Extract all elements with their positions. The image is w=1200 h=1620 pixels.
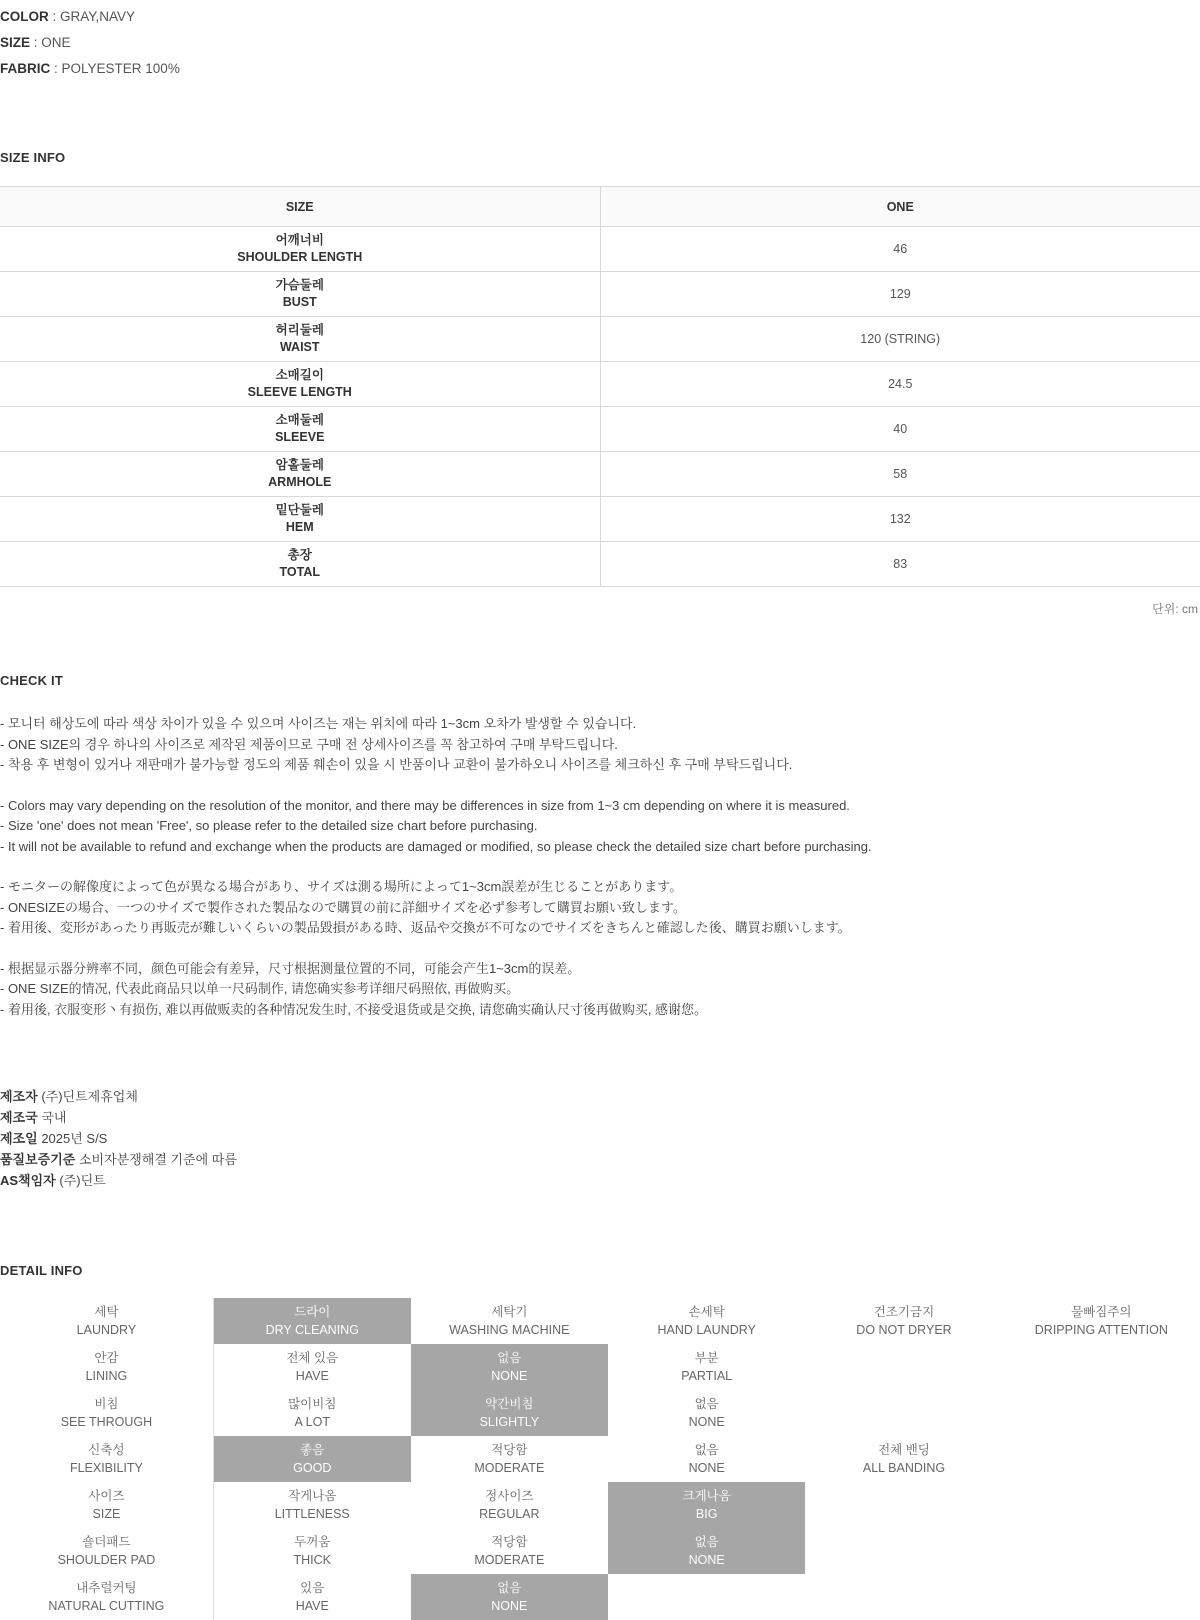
maker-key-country: 제조국: [0, 1110, 38, 1125]
size-row-value-hem: 132: [600, 497, 1200, 542]
detail-option-en: HAVE: [295, 1599, 329, 1613]
maker-key-manufacturer: 제조자: [0, 1089, 38, 1104]
size-row-value-waist: 120 (STRING): [600, 317, 1200, 362]
detail-option-kr: 없음: [694, 1397, 719, 1411]
detail-option-dry-cleaning[interactable]: [213, 1298, 410, 1344]
size-row-label-armhole: [0, 452, 600, 497]
detail-option-flexibility-good[interactable]: [213, 1436, 410, 1482]
check-it-title: CHECK IT: [0, 673, 63, 688]
detail-option-empty: [805, 1482, 1002, 1528]
note-ko-2: - ONE SIZE의 경우 하나의 사이즈로 제작된 제품이므로 구매 전 상세사이즈를 꼭 참고하여 구매 부탁드립니다.: [0, 736, 618, 752]
detail-option-size-regular[interactable]: [411, 1482, 608, 1528]
note-ko-1: - 모니터 해상도에 따라 색상 차이가 있을 수 있으며 사이즈는 재는 위치에 따라 1~3cm 오차가 발생할 수 있습니다.: [0, 716, 637, 731]
detail-option-empty: [805, 1344, 1002, 1390]
note-ja-3: - 着用後、変形があったり再販売が難しいくらいの製品毀損がある時、返品や交換が不可なのでサイズをきちんと確認した後、購買お願いします。: [0, 920, 851, 935]
note-spacer: [0, 776, 1200, 796]
detail-option-en: DRY CLEANING: [265, 1323, 359, 1337]
size-row-value-sleeve-length: 24.5: [600, 362, 1200, 407]
detail-option-kr: 많이비침: [288, 1397, 337, 1411]
table-row: [0, 272, 1200, 317]
detail-option-see-through-a-lot[interactable]: [213, 1390, 410, 1436]
detail-option-kr: 물빠짐주의: [1071, 1305, 1132, 1319]
detail-option-hand-laundry[interactable]: [608, 1298, 805, 1344]
size-unit-note: 단위: cm: [1152, 602, 1198, 616]
size-row-label-en: SHOULDER LENGTH: [237, 250, 363, 264]
detail-option-kr: 세탁기: [491, 1305, 528, 1319]
detail-option-flexibility-all-banding[interactable]: [805, 1436, 1002, 1482]
detail-option-kr: 없음: [497, 1581, 522, 1595]
detail-option-shoulder-pad-thick[interactable]: [213, 1528, 410, 1574]
note-en-2: - Size 'one' does not mean 'Free', so please refer to the detailed size chart before purchasing.: [0, 818, 538, 833]
detail-option-see-through-slightly[interactable]: [411, 1390, 608, 1436]
size-row-label-bust: [0, 272, 600, 317]
maker-value-manufacturer: (주)딘트제휴업체: [41, 1089, 138, 1104]
spec-line-fabric: [0, 56, 1200, 82]
detail-option-lining-partial[interactable]: [608, 1344, 805, 1390]
detail-option-kr: 전체 있음: [286, 1351, 339, 1365]
table-row: [0, 542, 1200, 587]
size-row-label-kr: 암홀둘레: [275, 458, 324, 472]
maker-line-country: [0, 1107, 1200, 1128]
maker-line-warranty: [0, 1149, 1200, 1170]
detail-label-en: LAUNDRY: [76, 1323, 137, 1337]
size-row-label-kr: 밑단둘레: [275, 503, 324, 517]
detail-label-kr: 내추럴커팅: [76, 1581, 137, 1595]
detail-option-do-not-dryer[interactable]: [805, 1298, 1002, 1344]
detail-option-lining-have[interactable]: [213, 1344, 410, 1390]
detail-option-en: LITTLENESS: [274, 1507, 350, 1521]
spec-key-fabric: FABRIC: [0, 61, 51, 76]
size-table-body: [0, 227, 1200, 587]
detail-option-size-big[interactable]: [608, 1482, 805, 1528]
detail-label-kr: 사이즈: [88, 1489, 125, 1503]
note-en-1: - Colors may vary depending on the resolution of the monitor, and there may be differences in size from 1~3 cm depending on where it is measured.: [0, 797, 850, 813]
detail-option-en: GOOD: [293, 1461, 332, 1475]
size-info-table: [0, 186, 1200, 587]
size-row-value-sleeve: 40: [600, 407, 1200, 452]
maker-value-as: (주)딘트: [59, 1173, 106, 1188]
detail-row-see-through: [0, 1390, 1200, 1436]
detail-info-title: DETAIL INFO: [0, 1263, 83, 1278]
detail-option-empty: [1003, 1574, 1200, 1620]
detail-option-en: NONE: [491, 1599, 528, 1613]
detail-label-kr: 세탁: [94, 1305, 119, 1319]
detail-option-en: MODERATE: [474, 1461, 545, 1475]
detail-label-lining: [0, 1344, 213, 1390]
detail-option-en: NONE: [491, 1369, 528, 1383]
detail-label-kr: 비침: [94, 1397, 119, 1411]
size-row-value-bust: 129: [600, 272, 1200, 317]
maker-line-date: [0, 1128, 1200, 1149]
product-spec-list: [0, 0, 1200, 82]
detail-option-kr: 정사이즈: [485, 1489, 534, 1503]
note-en-3: - It will not be available to refund and exchange when the products are damaged or modified, so please check the detailed size chart before purchasing.: [0, 838, 872, 854]
maker-key-date: 제조일: [0, 1131, 38, 1146]
detail-option-kr: 부분: [694, 1351, 719, 1365]
size-row-label-shoulder: [0, 227, 600, 272]
size-row-value-armhole: 58: [600, 452, 1200, 497]
table-row: [0, 317, 1200, 362]
size-row-label-hem: [0, 497, 600, 542]
detail-option-natural-cutting-none[interactable]: [411, 1574, 608, 1620]
detail-option-en: SLIGHTLY: [479, 1415, 540, 1429]
detail-option-en: NONE: [688, 1461, 725, 1475]
spec-value-fabric: : POLYESTER 100%: [54, 61, 180, 76]
detail-option-en: HAVE: [295, 1369, 329, 1383]
maker-line-manufacturer: [0, 1086, 1200, 1107]
detail-option-kr: 없음: [694, 1535, 719, 1549]
detail-option-empty: [1003, 1344, 1200, 1390]
size-table-header-value: ONE: [600, 187, 1200, 227]
detail-label-en: FLEXIBILITY: [69, 1461, 143, 1475]
detail-label-see-through: [0, 1390, 213, 1436]
detail-option-kr: 두꺼움: [294, 1535, 331, 1549]
size-row-label-en: WAIST: [279, 340, 320, 354]
size-row-label-kr: 소매둘레: [275, 413, 324, 427]
detail-label-kr: 신축성: [88, 1443, 125, 1457]
detail-option-kr: 없음: [497, 1351, 522, 1365]
note-zh-2: - ONE SIZE的情况, 代表此商品只以单一尺码制作, 请您确实参考详细尺码照依, 再做购买。: [0, 981, 520, 996]
note-zh-1: - 根据显示器分辨率不同，颜色可能会有差异，尺寸根据测量位置的不同，可能会产生1~3cm的误差。: [0, 960, 581, 976]
detail-option-en: ALL BANDING: [862, 1461, 946, 1475]
detail-row-natural-cutting: [0, 1574, 1200, 1620]
size-table-header-row: [0, 187, 1200, 227]
detail-option-en: NONE: [688, 1415, 725, 1429]
detail-label-en: NATURAL CUTTING: [48, 1599, 165, 1613]
detail-option-flexibility-none[interactable]: [608, 1436, 805, 1482]
table-row: [0, 407, 1200, 452]
size-row-label-kr: 총장: [287, 548, 312, 562]
detail-label-flexibility: [0, 1436, 213, 1482]
size-row-label-en: SLEEVE: [275, 430, 325, 444]
note-spacer: [0, 857, 1200, 877]
detail-option-en: THICK: [293, 1553, 331, 1567]
detail-option-empty: [805, 1574, 1002, 1620]
check-it-notes: [0, 714, 1200, 1020]
spec-value-size: : ONE: [33, 35, 71, 50]
detail-option-kr: 작게나옴: [288, 1489, 337, 1503]
detail-info-table: [0, 1298, 1200, 1620]
detail-option-en: A LOT: [294, 1415, 330, 1429]
detail-option-en: BIG: [695, 1507, 718, 1521]
spec-key-size: SIZE: [0, 35, 31, 50]
size-row-label-sleeve: [0, 407, 600, 452]
spec-key-color: COLOR: [0, 9, 49, 24]
detail-option-empty: [805, 1528, 1002, 1574]
detail-option-empty: [805, 1390, 1002, 1436]
size-row-label-en: TOTAL: [279, 565, 320, 579]
size-row-label-en: HEM: [285, 520, 314, 534]
detail-option-kr: 크게나옴: [682, 1489, 731, 1503]
detail-row-flexibility: [0, 1436, 1200, 1482]
detail-option-size-littleness[interactable]: [213, 1482, 410, 1528]
detail-option-kr: 적당함: [491, 1535, 528, 1549]
size-row-label-en: ARMHOLE: [268, 475, 332, 489]
size-row-label-en: BUST: [282, 295, 317, 309]
spec-line-size: [0, 30, 1200, 56]
table-row: [0, 452, 1200, 497]
detail-option-en: HAND LAUNDRY: [657, 1323, 756, 1337]
size-table-head: [0, 187, 1200, 227]
detail-row-shoulder-pad: [0, 1528, 1200, 1574]
size-row-label-kr: 허리둘레: [275, 323, 324, 337]
detail-label-en: SHOULDER PAD: [57, 1553, 156, 1567]
detail-option-flexibility-moderate[interactable]: [411, 1436, 608, 1482]
size-row-label-total: [0, 542, 600, 587]
maker-value-warranty: 소비자분쟁해결 기준에 따름: [78, 1152, 237, 1167]
maker-info: [0, 1086, 1200, 1191]
note-zh-3: - 着用後, 衣服变形丶有损伤, 难以再做贩卖的各种情况发生时, 不接受退货或是交换, 请您确实确认尺寸後再做购买, 感谢您。: [0, 1001, 708, 1017]
detail-row-laundry: [0, 1298, 1200, 1344]
detail-option-dripping-attention[interactable]: [1003, 1298, 1200, 1344]
size-row-label-kr: 가슴둘레: [275, 278, 324, 292]
size-row-label-sleeve-length: [0, 362, 600, 407]
detail-option-washing-machine[interactable]: [411, 1298, 608, 1344]
detail-label-en: SIZE: [92, 1507, 121, 1521]
detail-option-en: DO NOT DRYER: [856, 1323, 952, 1337]
maker-value-country: 국내: [41, 1110, 67, 1125]
maker-key-warranty: 품질보증기준: [0, 1152, 76, 1167]
size-info-title: SIZE INFO: [0, 150, 66, 165]
detail-label-laundry: [0, 1298, 213, 1344]
detail-option-empty: [1003, 1528, 1200, 1574]
detail-option-empty: [1003, 1390, 1200, 1436]
detail-option-en: MODERATE: [474, 1553, 545, 1567]
detail-option-shoulder-pad-none[interactable]: [608, 1528, 805, 1574]
detail-option-en: PARTIAL: [681, 1369, 733, 1383]
detail-option-kr: 드라이: [294, 1305, 331, 1319]
detail-option-lining-none[interactable]: [411, 1344, 608, 1390]
detail-info-body: [0, 1298, 1200, 1620]
size-row-value-total: 83: [600, 542, 1200, 587]
detail-option-kr: 건조기금지: [873, 1305, 935, 1319]
detail-option-en: DRIPPING ATTENTION: [1034, 1323, 1168, 1337]
detail-option-en: REGULAR: [479, 1507, 540, 1521]
detail-row-size: [0, 1482, 1200, 1528]
detail-option-kr: 약간비침: [485, 1397, 534, 1411]
detail-option-empty: [1003, 1482, 1200, 1528]
note-ja-2: - ONESIZEの場合、一つのサイズで製作された製品なので購買の前に詳細サイズを必ず参考して購買お願い致します。: [0, 899, 686, 915]
detail-label-en: LINING: [85, 1369, 128, 1383]
maker-line-as: [0, 1170, 1200, 1191]
detail-option-empty: [608, 1574, 805, 1620]
detail-label-size: [0, 1482, 213, 1528]
table-row: [0, 227, 1200, 272]
detail-option-kr: 전체 밴딩: [878, 1443, 930, 1457]
detail-option-kr: 적당함: [491, 1443, 528, 1457]
detail-option-shoulder-pad-moderate[interactable]: [411, 1528, 608, 1574]
detail-option-en: WASHING MACHINE: [449, 1323, 570, 1337]
detail-label-natural-cutting: [0, 1574, 213, 1620]
size-row-value-shoulder: 46: [600, 227, 1200, 272]
maker-key-as: AS책임자: [0, 1173, 56, 1188]
detail-label-shoulder-pad: [0, 1528, 213, 1574]
size-row-label-kr: 어깨너비: [275, 233, 324, 247]
size-row-label-kr: 소매길이: [275, 368, 324, 382]
size-table-header-label: SIZE: [0, 187, 600, 227]
maker-value-date: 2025년 S/S: [41, 1131, 108, 1146]
detail-option-kr: 좋음: [300, 1443, 325, 1457]
table-row: [0, 362, 1200, 407]
note-spacer: [0, 939, 1200, 959]
table-row: [0, 497, 1200, 542]
size-row-label-en: SLEEVE LENGTH: [247, 385, 352, 399]
detail-option-kr: 손세탁: [688, 1305, 725, 1319]
detail-option-natural-cutting-have[interactable]: [213, 1574, 410, 1620]
detail-option-en: NONE: [688, 1553, 725, 1567]
spec-value-color: : GRAY,NAVY: [52, 9, 136, 24]
detail-label-kr: 안감: [94, 1351, 119, 1365]
detail-option-kr: 있음: [300, 1581, 325, 1595]
detail-option-empty: [1003, 1436, 1200, 1482]
size-row-label-waist: [0, 317, 600, 362]
detail-row-lining: [0, 1344, 1200, 1390]
spec-line-color: [0, 4, 1200, 30]
note-ko-3: - 착용 후 변형이 있거나 재판매가 불가능할 정도의 제품 훼손이 있을 시 반품이나 교환이 불가하오니 사이즈를 체크하신 후 구매 부탁드립니다.: [0, 757, 793, 772]
detail-label-kr: 숄더패드: [82, 1535, 131, 1549]
note-ja-1: - モニターの解像度によって色が異なる場合があり、サイズは測る場所によって1~3cm誤差が生じることがあります。: [0, 879, 683, 894]
detail-option-kr: 없음: [694, 1443, 719, 1457]
detail-option-see-through-none[interactable]: [608, 1390, 805, 1436]
detail-label-en: SEE THROUGH: [60, 1415, 153, 1429]
